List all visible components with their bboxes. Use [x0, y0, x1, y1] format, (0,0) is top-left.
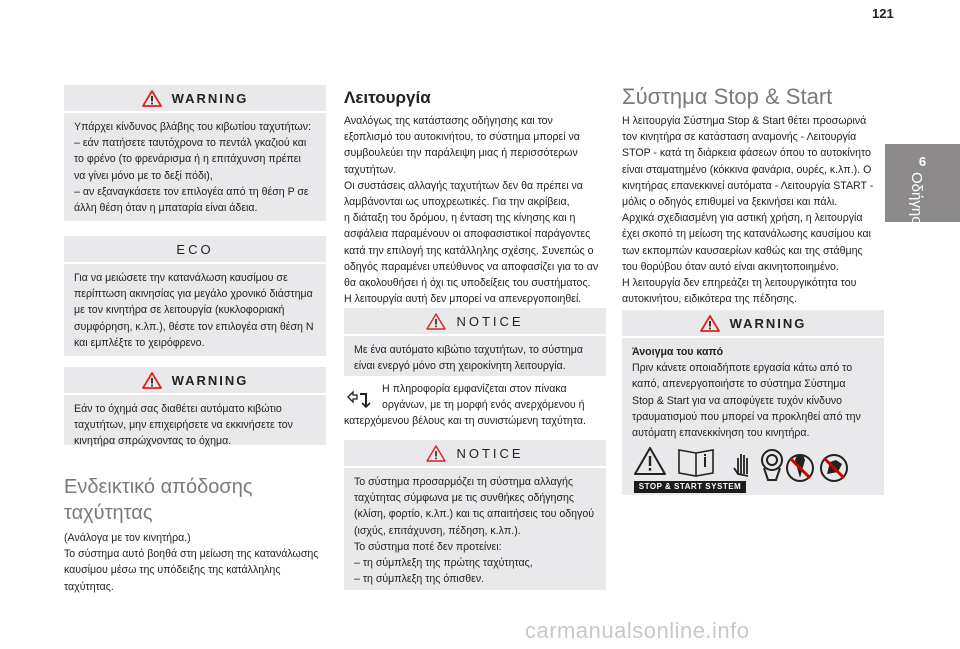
section-heading-gear-indicator	[64, 474, 252, 526]
text-line: οργάνων, με τη μορφή ενός ανερχόμενου ή	[382, 399, 585, 412]
notice-triangle-icon	[426, 445, 446, 462]
warning-triangle-icon	[142, 372, 162, 389]
eco-text	[64, 264, 326, 359]
page-number: 121	[872, 6, 894, 21]
warning-box-gearbox	[64, 85, 326, 221]
manual-book-icon	[679, 450, 713, 476]
text-line: αυτοκινήτου, ειδικότερα της πέδησης.	[622, 293, 797, 306]
text-line: (Ανάλογα με τον κινητήρα.)	[64, 532, 191, 544]
text-line: Η πληροφορία εμφανίζεται στον πίνακα	[382, 383, 567, 395]
text-line: με τον κινητήρα σε λειτουργία (κυκλοφοριακή	[74, 304, 285, 317]
warning-triangle-icon	[142, 90, 162, 107]
text-line: (κλίση, φορτίο, κ.λπ.) και τις απαιτήσεις του οδηγού	[354, 508, 595, 521]
text-line: Αναλόγως της κατάστασης οδήγησης και τον	[344, 115, 553, 127]
notice-text	[344, 468, 606, 595]
notice-title: NOTICE	[456, 313, 524, 329]
warning-text	[64, 395, 326, 458]
gear-shift-indicator-icon	[346, 388, 372, 410]
section-heading-stop-start: Σύστημα Stop & Start	[622, 84, 833, 109]
text-line: Αρχικά σχεδιασμένη για αστική χρήση, η λειτουργία	[622, 212, 863, 225]
text-line: Η λειτουργία Σύστημα Stop & Start θέτει προσωρινά	[622, 115, 867, 127]
no-tie-icon	[787, 455, 813, 481]
notice-header	[344, 440, 606, 466]
stop-start-body	[622, 113, 884, 307]
eco-header	[64, 236, 326, 262]
no-hand-icon	[821, 455, 847, 481]
heading-line: ταχύτητας	[64, 502, 153, 524]
warning-header	[64, 85, 326, 111]
text-line: αυτόματη επανεκκίνηση του κινητήρα.	[632, 427, 810, 440]
text-line: και εμπλέξτε το χειρόφρενο.	[74, 336, 205, 349]
chapter-number: 6	[918, 154, 927, 169]
belt-hazard-icon	[762, 450, 782, 480]
text-line: συμφόρηση, κ.λπ.), θέστε τον επιλογέα στη θέση N	[74, 320, 314, 333]
text-line: οδηγός παραμένει υπεύθυνος να αποφασίζει για το αν	[344, 260, 599, 273]
text-line: το φρένο (το φρενάρισμα ή η επιτάχυνση πρέπει	[74, 153, 301, 166]
warning-text	[64, 113, 326, 224]
warning-title: WARNING	[729, 315, 807, 331]
text-line: STOP - κατά τη διάρκεια φάσεων όπου το αυτοκίνητο	[622, 147, 871, 160]
text-line: καπό, απενεργοποιήστε το σύστημα Σύστημα	[632, 378, 846, 391]
text-line: είναι ενεργό μόνο στη χειροκίνητη λειτουργία.	[354, 360, 566, 373]
text-line: συμβουλεύει την παράλειψη μιας ή περισσότερων	[344, 147, 578, 160]
text-line: Το σύστημα ποτέ δεν προτείνει:	[354, 540, 502, 553]
notice-title: NOTICE	[456, 445, 524, 461]
text-line: τραυματισμού που μπορεί να προκληθεί από την	[632, 410, 861, 423]
text-line: να γίνει μόνο με το δεξί πόδι),	[74, 169, 213, 182]
operation-body	[344, 113, 606, 307]
watermark: carmanualsonline.info	[525, 618, 750, 643]
eco-title: ECO	[176, 241, 214, 257]
text-line: λαμβάνονται ως υποχρεωτικές. Για την ακρίβεια,	[344, 196, 570, 209]
text-line: Οι συστάσεις αλλαγής ταχυτήτων δεν θα πρέπει να	[344, 179, 583, 192]
text-line: – αν εξαναγκάσετε τον επιλογέα από τη θέση P σε	[74, 185, 309, 198]
text-line: καυσίμου μέσω της υπόδειξης της κατάλληλης	[64, 564, 281, 577]
text-line: των εκπομπών καυσαερίων καθώς και της στάθμης	[622, 244, 863, 257]
heading-line: Ενδεικτικό απόδοσης	[64, 476, 253, 498]
text-line: (ισχύς, επιτάχυνση, πέδηση, κ.λπ.).	[354, 524, 521, 537]
text-line: θα ακολουθήσει ή όχι τις υποδείξεις του συστήματος.	[344, 277, 591, 290]
text-line: Εάν το όχημά σας διαθέτει αυτόματο κιβώτιο	[74, 403, 282, 415]
indicator-note-cont	[344, 413, 606, 429]
text-line: μόλις ο οδηγός επιθυμεί να ξεκινήσει και πάλι.	[622, 196, 838, 209]
text-line: κινητήρας επανεκκινεί αυτόματα - Λειτουργία START -	[622, 179, 874, 192]
text-line: Για να μειώσετε την κατανάλωση καυσίμου σε	[74, 272, 288, 284]
warning-triangle-icon	[700, 315, 720, 332]
text-line: ταχύτητας σύμφωνα με τις συνθήκες οδήγησης	[354, 492, 574, 505]
text-line: του θορύβου όταν αυτό είναι ακινητοποιημένο.	[622, 260, 839, 273]
hand-hazard-icon	[734, 454, 748, 476]
text-line: τον κινητήρα σε κατάσταση αναμονής - Λειτουργία	[622, 131, 857, 144]
text-line: έχει σκοπό τη μείωση της κατανάλωσης καυσίμου και	[622, 228, 871, 241]
notice-box-adaptation	[344, 440, 606, 590]
text-line: είναι σταματημένο (κόκκινα φανάρια, ουρές, κ.λπ.). Ο	[622, 163, 872, 176]
section-heading-operation: Λειτουργία	[344, 88, 431, 107]
text-line: Η λειτουργία αυτή δεν μπορεί να απενεργοποιηθεί.	[344, 293, 582, 306]
text-line: Η λειτουργία δεν επηρεάζει τη λειτουργικότητα του	[622, 277, 857, 290]
text-line: ασφάλεια παραμένουν οι αποφασιστικοί παράγοντες	[344, 228, 591, 241]
text-line: Πριν κάνετε οποιαδήποτε εργασία κάτω από το	[632, 362, 853, 375]
text-line: Το σύστημα προσαρμόζει τη σύστημα αλλαγής	[354, 476, 573, 488]
warning-header	[622, 310, 884, 336]
warning-box-bonnet	[622, 310, 884, 495]
warning-subtitle: Άνοιγμα του καπό	[632, 346, 724, 358]
notice-triangle-icon	[426, 313, 446, 330]
text-line: – τη σύμπλεξη της όπισθεν.	[354, 573, 485, 586]
text-line: άλλη θέση όταν η μπαταρία είναι άδεια.	[74, 202, 258, 215]
indicator-note	[382, 381, 608, 413]
text-line: περίπτωση ακινησίας για μεγάλο χρονικό διάστημα	[74, 288, 313, 301]
warning-title: WARNING	[171, 90, 249, 106]
text-line: ταχύτητας.	[64, 580, 114, 593]
warning-box-push-start	[64, 367, 326, 448]
text-line: Υπάρχει κίνδυνος βλάβης του κιβωτίου ταχυτήτων:	[74, 121, 312, 133]
chapter-tab[interactable]	[885, 144, 960, 234]
text-line: η διάταξη του δρόμου, η ένταση της κίνησης και η	[344, 212, 576, 225]
warning-text	[622, 338, 884, 449]
text-line: εξοπλισμό του αυτοκινήτου, το σύστημα μπορεί να	[344, 131, 580, 144]
gear-indicator-body	[64, 530, 334, 595]
text-line: ταχυτήτων, μην επιχειρήσετε να εκκινήσετε τον	[74, 419, 293, 432]
text-line: – τη σύμπλεξη της πρώτης ταχύτητας,	[354, 557, 533, 570]
danger-triangle-icon	[635, 448, 665, 474]
text-line: κινητήρα σπρώχνοντας το όχημα.	[74, 435, 232, 448]
stop-start-system-badge: STOP & START SYSTEM	[634, 481, 746, 493]
text-line: ταχυτήτων.	[344, 163, 397, 176]
notice-box-automatic	[344, 308, 606, 376]
text-line: κατά την επιλογή της κατάλληλης σχέσης. Συνεπώς ο	[344, 244, 594, 257]
text-line: Stop & Start για να αποφύγετε τυχόν κίνδυνο	[632, 394, 843, 407]
text-line: Με ένα αυτόματο κιβώτιο ταχυτήτων, το σύστημα	[354, 344, 584, 356]
notice-text	[344, 336, 606, 382]
chapter-label: Οδήγηση	[908, 172, 925, 234]
text-line: Το σύστημα αυτό βοηθά στη μείωση της κατανάλωσης	[64, 548, 319, 561]
warning-header	[64, 367, 326, 393]
text-line: – εάν πατήσετε ταυτόχρονα το πεντάλ γκαζιού και	[74, 137, 307, 150]
warning-title: WARNING	[171, 372, 249, 388]
notice-header	[344, 308, 606, 334]
eco-box	[64, 236, 326, 356]
text-line: κατερχόμενου βέλους και τη συνιστώμενη ταχύτητα.	[344, 415, 586, 427]
